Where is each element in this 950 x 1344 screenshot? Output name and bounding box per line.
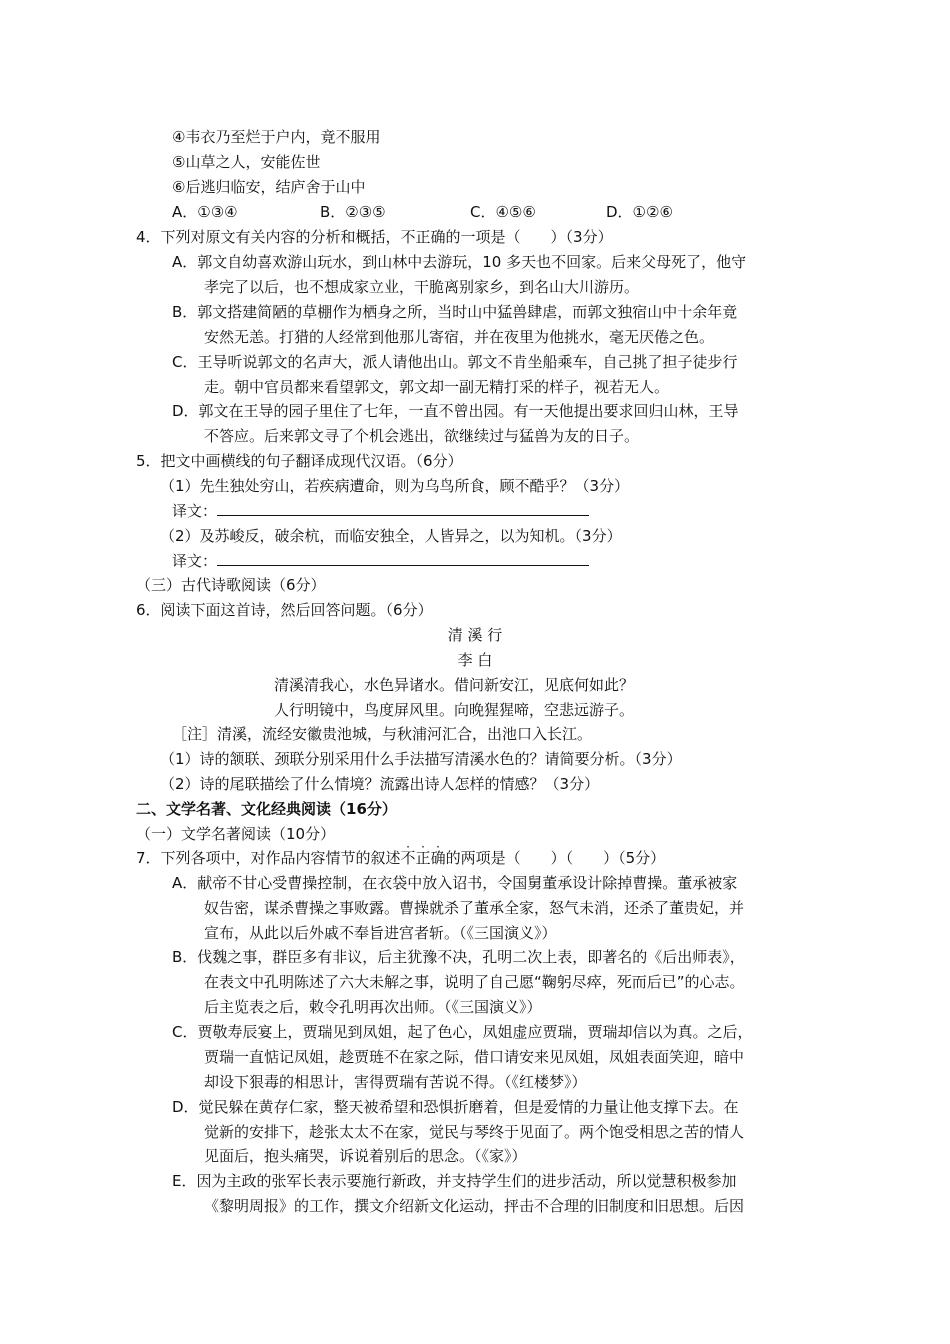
q7-option-d-line2: 觉新的安排下，趁张太太不在家，觉民与琴终于见面了。两个饱受相思之苦的情人 [204, 1123, 745, 1141]
q3-item-6: ⑥后逃归临安，结庐舍于山中 [172, 178, 366, 196]
emphasis-dot-char-2: 正 [415, 849, 431, 867]
q7-option-c-line3: 却设下狠毒的相思计，害得贾瑞有苦说不得。（《红楼梦》） [204, 1073, 587, 1091]
q5-translation-2 [172, 550, 589, 572]
q5-answer-line-1[interactable] [217, 500, 589, 516]
q5-stem: 5．把文中画横线的句子翻译成现代汉语。（6分） [136, 452, 463, 470]
poem-line-1: 清溪清我心，水色异诸水。借问新安江，见底何如此？ [274, 676, 635, 694]
q4-stem: 4．下列对原文有关内容的分析和概括，不正确的一项是（ ）（3分） [136, 228, 613, 246]
q4-option-d-line2: 不答应。后来郭文寻了个机会逃出，欲继续过与猛兽为友的日子。 [204, 427, 640, 445]
q3-options [172, 201, 673, 223]
poem-title: 清 溪 行 [447, 626, 503, 644]
q4-option-a-line2: 孝完了以后，也不想成家立业，干脆离别家乡，到名山大川游历。 [204, 278, 640, 296]
q4-option-d-line1: D．郭文在王导的园子里住了七年，一直不曾出园。有一天他提出要求回归山林，王导 [172, 402, 739, 420]
q6-subquestion-2: （2）诗的尾联描绘了什么情境？流露出诗人怎样的情感？（3分） [160, 775, 600, 793]
q3-option-b: B．②③⑤ [320, 203, 386, 221]
q4-option-b-line2: 安然无恙。打猎的人经常到他那儿寄宿，并在夜里为他挑水，毫无厌倦之色。 [204, 328, 715, 346]
q5-translation-2-label: 译文： [172, 552, 218, 570]
q4-option-c-line1: C．王导听说郭文的名声大，派人请他出山。郭文不肯坐船乘车，自己挑了担子徒步行 [172, 353, 738, 371]
q7-option-c-line1: C．贾敬寿辰宴上，贾瑞见到凤姐，起了色心，凤姐虚应贾瑞，贾瑞却信以为真。之后， [172, 1023, 753, 1041]
q7-option-e-line1: E．因为主政的张军长表示要施行新政，并支持学生们的进步活动，所以觉慧积极参加 [172, 1172, 737, 1190]
q7-stem: 7．下列各项中，对作品内容情节的叙述不正确的两项是（ ）（ ）（5分） [136, 849, 666, 867]
q4-option-c-line2: 走。朝中官员都来看望郭文，郭文却一副无精打采的样子，视若无人。 [204, 378, 670, 396]
q7-option-d-line1: D．觉民躲在黄存仁家，整天被希望和恐惧折磨着，但是爱情的力量让他支撑下去。在 [172, 1098, 739, 1116]
poem-note: ［注］清溪，流经安徽贵池城，与秋浦河汇合，出池口入长江。 [172, 725, 593, 743]
q6-stem: 6．阅读下面这首诗，然后回答问题。（6分） [136, 601, 433, 619]
q7-option-b-line1: B．伐魏之事，群臣多有非议，后主犹豫不决，孔明二次上表，即著名的《后出师表》， [172, 948, 745, 966]
q7-option-a-line3: 宣布，从此以后外戚不奉旨进宫者斩。（《三国演义》） [204, 924, 557, 942]
q5-translation-1 [172, 500, 589, 522]
section-3-heading: （三）古代诗歌阅读（6分） [136, 576, 326, 594]
part-2-heading: 二、文学名著、文化经典阅读（16分） [136, 800, 397, 818]
poem-line-2: 人行明镜中，鸟度屏风里。向晚猩猩啼，空悲远游子。 [274, 701, 635, 719]
q3-option-a: A．①③④ [172, 203, 238, 221]
q3-option-d: D．①②⑥ [606, 203, 673, 221]
q5-answer-line-2[interactable] [217, 550, 589, 566]
q7-option-c-line2: 贾瑞一直惦记凤姐，趁贾琏不在家之际，借口请安来见凤姐，凤姐表面笑迎，暗中 [204, 1048, 745, 1066]
q3-option-c: C．④⑤⑥ [470, 203, 536, 221]
emphasis-dot-char-3: 确 [430, 849, 446, 867]
q3-item-4: ④韦衣乃至烂于户内，竟不服用 [172, 128, 381, 146]
q7-option-a-line1: A．献帝不甘心受曹操控制，在衣袋中放入诏书，令国舅董承设计除掉曹操。董承被家 [172, 874, 738, 892]
poem-author: 李 白 [457, 651, 493, 669]
q7-option-a-line2: 奴告密，谋杀曹操之事败露。曹操就杀了董承全家，怒气未消，还杀了董贵妃，并 [204, 899, 745, 917]
q5-sentence-2: （2）及苏峻反，破余杭，而临安独全，人皆异之，以为知机。（3分） [160, 527, 622, 545]
q6-subquestion-1: （1）诗的颔联、颈联分别采用什么手法描写清溪水色的？请简要分析。（3分） [160, 750, 682, 768]
q3-item-5: ⑤山草之人，安能佐世 [172, 153, 321, 171]
q5-sentence-1: （1）先生独处穷山，若疾病遭命，则为乌鸟所食，顾不酷乎？（3分） [160, 477, 630, 495]
q7-option-d-line3: 见面后，抱头痛哭，诉说着别后的思念。（《家》） [204, 1147, 527, 1165]
subsection-1-heading: （一）文学名著阅读（10分） [136, 825, 336, 843]
q4-option-b-line1: B．郭文搭建简陋的草棚作为栖身之所，当时山中猛兽肆虐，而郭文独宿山中十余年竟 [172, 303, 738, 321]
q7-option-b-line2: 在表文中孔明陈述了六大未解之事，说明了自己愿“鞠躬尽瘁，死而后已”的心志。 [204, 973, 745, 991]
q4-option-a-line1: A．郭文自幼喜欢游山玩水，到山林中去游玩，10 多天也不回家。后来父母死了，他守 [172, 253, 747, 271]
q5-translation-1-label: 译文： [172, 502, 218, 520]
q7-option-b-line3: 后主览表之后，敕令孔明再次出师。（《三国演义》） [204, 998, 542, 1016]
q7-option-e-line2: 《黎明周报》的工作，撰文介绍新文化运动，抨击不合理的旧制度和旧思想。后因 [204, 1197, 745, 1215]
emphasis-dot-char-1: 不 [400, 849, 416, 867]
